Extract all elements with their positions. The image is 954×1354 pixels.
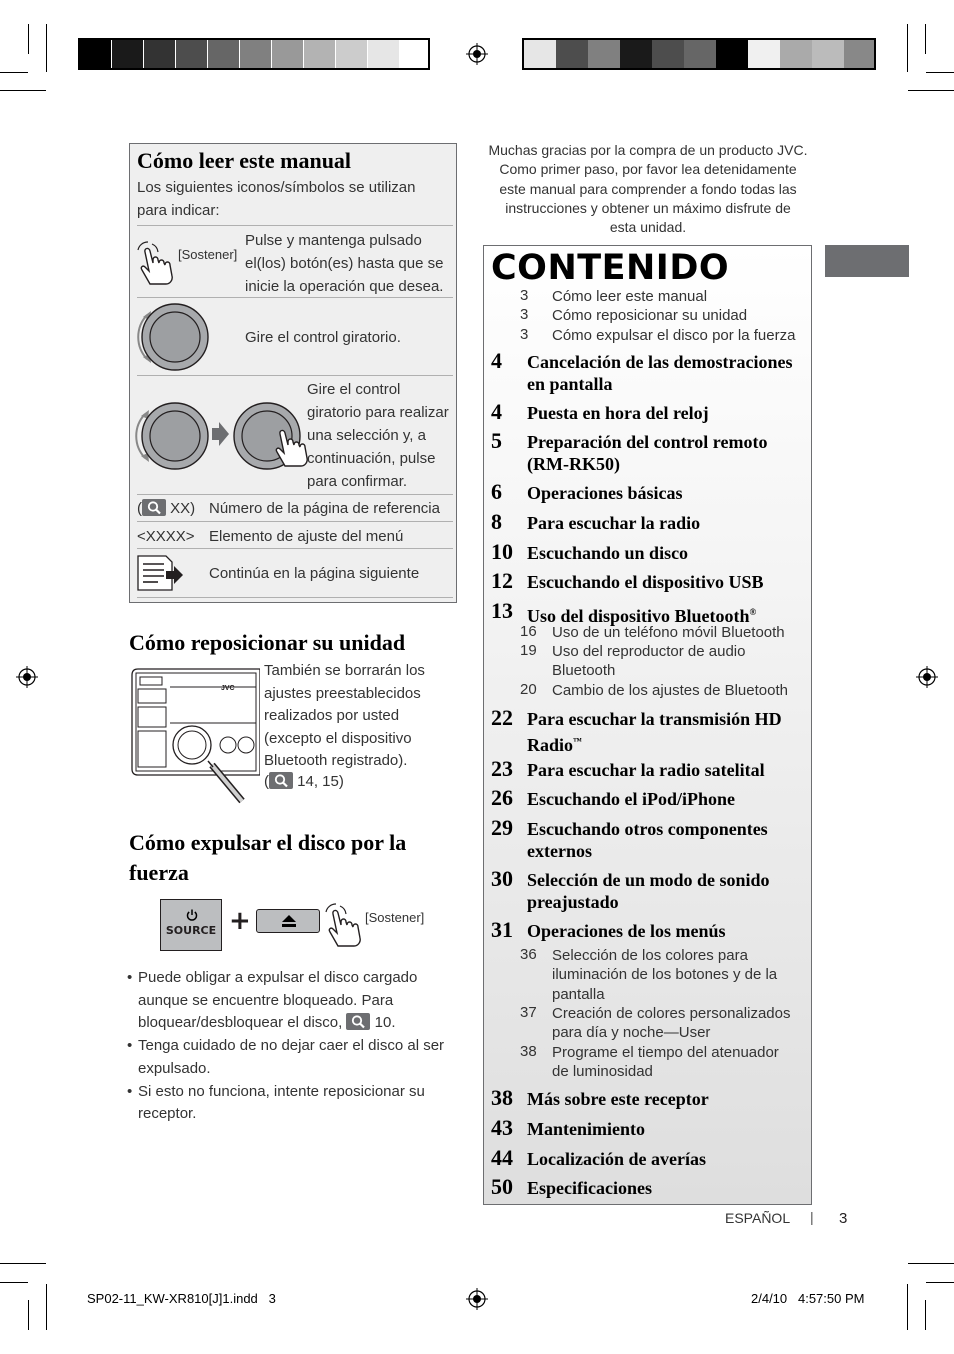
toc-entry-line: Escuchando otros componentes bbox=[527, 819, 768, 839]
registration-mark-top bbox=[466, 43, 488, 65]
eject-bullet-1-line-1: Puede obligar a expulsar el disco cargado bbox=[138, 969, 418, 986]
toc-entry-line: de luminosidad bbox=[552, 1063, 653, 1081]
registered-mark: ® bbox=[749, 607, 757, 617]
toc-entry: Localización de averías bbox=[527, 1149, 706, 1169]
power-icon bbox=[186, 909, 198, 921]
contents-title: CONTENIDO bbox=[491, 248, 730, 288]
divider bbox=[137, 297, 453, 298]
divider bbox=[137, 521, 453, 522]
hold-text-1: Pulse y mantenga pulsado bbox=[245, 232, 422, 249]
toc-page: 38 bbox=[491, 1085, 513, 1110]
reference-open-paren: ( bbox=[137, 500, 142, 517]
eject-bullet-1-text: bloquear/desbloquear el disco, bbox=[138, 1014, 343, 1031]
hold-text-3: inicie la operación que desea. bbox=[245, 278, 444, 295]
toc-page: 37 bbox=[520, 1004, 537, 1021]
eject-bullet-2-line-1: Tenga cuidado de no dejar caer el disco al ser bbox=[138, 1037, 445, 1054]
plus-sign: + bbox=[229, 906, 251, 936]
select-text-3: una selección y, a bbox=[307, 427, 426, 444]
bullet: • bbox=[127, 969, 133, 986]
toc-page: 20 bbox=[520, 681, 537, 698]
toc-page: 3 bbox=[520, 287, 529, 304]
turn-text: Gire el control giratorio. bbox=[245, 329, 401, 346]
footer-datetime: 2/4/10 4:57:50 PM bbox=[751, 1291, 865, 1306]
toc-page: 12 bbox=[491, 568, 513, 593]
toc-entry: Operaciones básicas bbox=[527, 483, 683, 503]
rotary-select-icon bbox=[135, 400, 313, 472]
toc-entry-text: Uso del dispositivo Bluetooth bbox=[527, 606, 750, 626]
select-text-1: Gire el control bbox=[307, 381, 401, 398]
toc-entry: Operaciones de los menús bbox=[527, 921, 726, 941]
toc-page: 8 bbox=[491, 509, 502, 534]
how-to-read-intro-line-2: para indicar: bbox=[137, 202, 220, 219]
toc-page: 31 bbox=[491, 917, 513, 942]
bullet: • bbox=[127, 1037, 133, 1054]
toc-entry: Mantenimiento bbox=[527, 1119, 645, 1139]
toc-entry-text: Radio bbox=[527, 734, 574, 755]
toc-entry: Uso de un teléfono móvil Bluetooth bbox=[552, 624, 785, 641]
toc-entry: Escuchando un disco bbox=[527, 543, 689, 563]
magnifier-icon bbox=[269, 772, 293, 789]
hand-press-icon bbox=[136, 240, 180, 286]
footer-filename: SP02-11_KW-XR810[J]1.indd 3 bbox=[87, 1291, 276, 1306]
toc-entry bbox=[527, 352, 807, 395]
toc-entry: Cómo reposicionar su unidad bbox=[552, 307, 748, 324]
toc-entry bbox=[552, 1043, 810, 1082]
toc-entry-line: pantalla bbox=[552, 985, 605, 1003]
toc-entry-line-2 bbox=[527, 731, 807, 757]
toc-page: 16 bbox=[520, 623, 537, 640]
intro-line-2: Como primer paso, por favor lea detenidamente bbox=[499, 161, 797, 178]
divider bbox=[137, 548, 453, 549]
reference-close: XX) bbox=[166, 500, 196, 517]
menu-code: <XXXX> bbox=[137, 528, 195, 545]
reference-code bbox=[137, 497, 195, 520]
toc-page: 4 bbox=[491, 399, 502, 424]
toc-page: 44 bbox=[491, 1145, 513, 1170]
eject-bullet-3-line-2: receptor. bbox=[138, 1105, 197, 1122]
toc-entry-line: Uso del reproductor de audio bbox=[552, 643, 746, 660]
continue-text: Continúa en la página siguiente bbox=[209, 565, 420, 582]
select-text-2: giratorio para realizar bbox=[307, 404, 449, 421]
toc-page: 19 bbox=[520, 642, 537, 659]
toc-page: 38 bbox=[520, 1043, 537, 1060]
eject-bullet-2-line-2: expulsado. bbox=[138, 1060, 211, 1077]
toc-page: 3 bbox=[520, 306, 529, 323]
toc-entry: Para escuchar la radio satelital bbox=[527, 760, 765, 780]
reset-text-3: realizados por usted bbox=[264, 707, 400, 724]
select-text-5: para confirmar. bbox=[307, 473, 408, 490]
reset-text-4: (excepto el dispositivo bbox=[264, 730, 412, 747]
reset-text-5: Bluetooth registrado). bbox=[264, 752, 408, 769]
toc-page: 43 bbox=[491, 1115, 513, 1140]
select-text-4: continuación, pulse bbox=[307, 450, 436, 467]
registration-mark-right bbox=[916, 666, 938, 688]
eject-bullet-1-line-2: aunque se encuentre bloqueado. Para bbox=[138, 992, 394, 1009]
toc-entry bbox=[527, 819, 807, 862]
toc-entry-line: Para escuchar la transmisión HD bbox=[527, 709, 782, 729]
toc-page: 6 bbox=[491, 479, 502, 504]
toc-entry: Puesta en hora del reloj bbox=[527, 403, 709, 423]
menu-text: Elemento de ajuste del menú bbox=[209, 528, 404, 545]
toc-page: 5 bbox=[491, 428, 502, 453]
divider bbox=[137, 375, 453, 376]
reset-reference-open: ( bbox=[264, 773, 269, 790]
toc-entry-line: Creación de colores personalizados bbox=[552, 1005, 791, 1022]
toc-page: 13 bbox=[491, 598, 513, 623]
how-to-read-title: Cómo leer este manual bbox=[137, 148, 352, 173]
eject-hold-tag: [Sostener] bbox=[365, 910, 425, 925]
toc-page: 26 bbox=[491, 785, 513, 810]
hold-text-2: el(los) botón(es) hasta que se bbox=[245, 255, 444, 272]
toc-entry: Más sobre este receptor bbox=[527, 1089, 709, 1109]
page-number: 3 bbox=[839, 1210, 848, 1227]
eject-bullet-3-line-1: Si esto no funciona, intente reposicionar su bbox=[138, 1083, 425, 1100]
registration-mark-left bbox=[16, 666, 38, 688]
toc-entry: Cómo expulsar el disco por la fuerza bbox=[552, 327, 796, 344]
divider bbox=[137, 225, 453, 226]
intro-line-3: este manual para comprender a fondo todas las bbox=[499, 180, 797, 197]
reference-text: Número de la página de referencia bbox=[209, 500, 440, 517]
jvc-brand-label: JVC bbox=[221, 685, 235, 692]
toc-page: 29 bbox=[491, 815, 513, 840]
intro-line-5: esta unidad. bbox=[609, 219, 687, 236]
hand-press-icon bbox=[324, 902, 368, 948]
how-to-read-box bbox=[129, 143, 457, 603]
toc-page: 36 bbox=[520, 946, 537, 963]
toc-page: 30 bbox=[491, 866, 513, 891]
toc-entry-line: externos bbox=[527, 840, 592, 861]
footer-separator: | bbox=[810, 1209, 814, 1225]
toc-page: 22 bbox=[491, 705, 513, 730]
toc-page: 4 bbox=[491, 348, 502, 373]
toc-entry-line: (RM-RK50) bbox=[527, 453, 620, 474]
toc-entry-line: Selección de los colores para bbox=[552, 947, 748, 964]
intro-line-1: Muchas gracias por la compra de un producto JVC. bbox=[488, 142, 808, 158]
toc-page: 50 bbox=[491, 1174, 513, 1199]
eject-bullet-1-page: 10. bbox=[370, 1014, 396, 1031]
reset-reference bbox=[264, 771, 344, 794]
registration-mark-bottom bbox=[466, 1288, 488, 1310]
continue-page-icon bbox=[136, 554, 186, 592]
reset-text-1: También se borrarán los bbox=[264, 662, 425, 679]
toc-entry: Escuchando el dispositivo USB bbox=[527, 572, 764, 592]
magnifier-icon bbox=[142, 499, 166, 516]
toc-entry-line: preajustado bbox=[527, 891, 619, 912]
source-button bbox=[160, 899, 222, 951]
rotary-knob-icon bbox=[135, 301, 209, 373]
toc-entry-line: en pantalla bbox=[527, 373, 613, 394]
unit-reset-illustration bbox=[130, 665, 260, 805]
reset-reference-pages: 14, 15) bbox=[293, 773, 344, 790]
eject-title-1: Cómo expulsar el disco por la bbox=[129, 830, 407, 855]
reset-text-2: ajustes preestablecidos bbox=[264, 685, 421, 702]
toc-entry-line: Cancelación de las demostraciones bbox=[527, 352, 793, 372]
toc-entry bbox=[527, 432, 807, 475]
magnifier-icon bbox=[346, 1013, 370, 1030]
toc-entry bbox=[527, 870, 807, 913]
toc-entry-line: Bluetooth bbox=[552, 662, 616, 680]
toc-entry bbox=[527, 709, 807, 756]
toc-entry-line: iluminación de los botones y de la bbox=[552, 966, 778, 984]
footer-language: ESPAÑOL bbox=[725, 1210, 791, 1226]
eject-icon bbox=[281, 914, 297, 928]
intro-text bbox=[482, 141, 814, 237]
eject-title-2: fuerza bbox=[129, 860, 189, 885]
eject-bullet-1-line-3 bbox=[138, 1012, 396, 1035]
toc-entry: Escuchando el iPod/iPhone bbox=[527, 789, 736, 809]
bullet: • bbox=[127, 1083, 133, 1100]
toc-entry-line: Programe el tiempo del atenuador bbox=[552, 1044, 779, 1061]
reset-title: Cómo reposicionar su unidad bbox=[129, 630, 406, 655]
toc-entry: Cambio de los ajustes de Bluetooth bbox=[552, 682, 788, 699]
toc-page: 3 bbox=[520, 326, 529, 343]
toc-page: 23 bbox=[491, 756, 513, 781]
toc-entry: Especificaciones bbox=[527, 1178, 652, 1198]
source-label: SOURCE bbox=[165, 924, 217, 937]
toc-page: 10 bbox=[491, 539, 513, 564]
eject-button bbox=[256, 909, 320, 933]
toc-entry-line: para día y noche—User bbox=[552, 1024, 711, 1042]
contents-box bbox=[483, 245, 812, 1205]
toc-entry bbox=[552, 1004, 810, 1043]
how-to-read-intro-line-1: Los siguientes iconos/símbolos se utilizan bbox=[137, 179, 416, 196]
toc-entry: Para escuchar la radio bbox=[527, 513, 701, 533]
divider bbox=[137, 494, 453, 495]
intro-line-4: instrucciones y obtener un máximo disfrute de bbox=[505, 199, 791, 216]
toc-entry: Cómo leer este manual bbox=[552, 288, 708, 305]
trademark: ™ bbox=[573, 735, 583, 746]
toc-entry bbox=[552, 946, 810, 1004]
section-tab bbox=[825, 245, 909, 277]
toc-entry-line: Selección de un modo de sonido bbox=[527, 870, 770, 890]
toc-entry-line: Preparación del control remoto bbox=[527, 432, 768, 452]
hold-tag: [Sostener] bbox=[178, 247, 238, 262]
toc-entry bbox=[552, 642, 810, 681]
divider bbox=[137, 597, 453, 598]
